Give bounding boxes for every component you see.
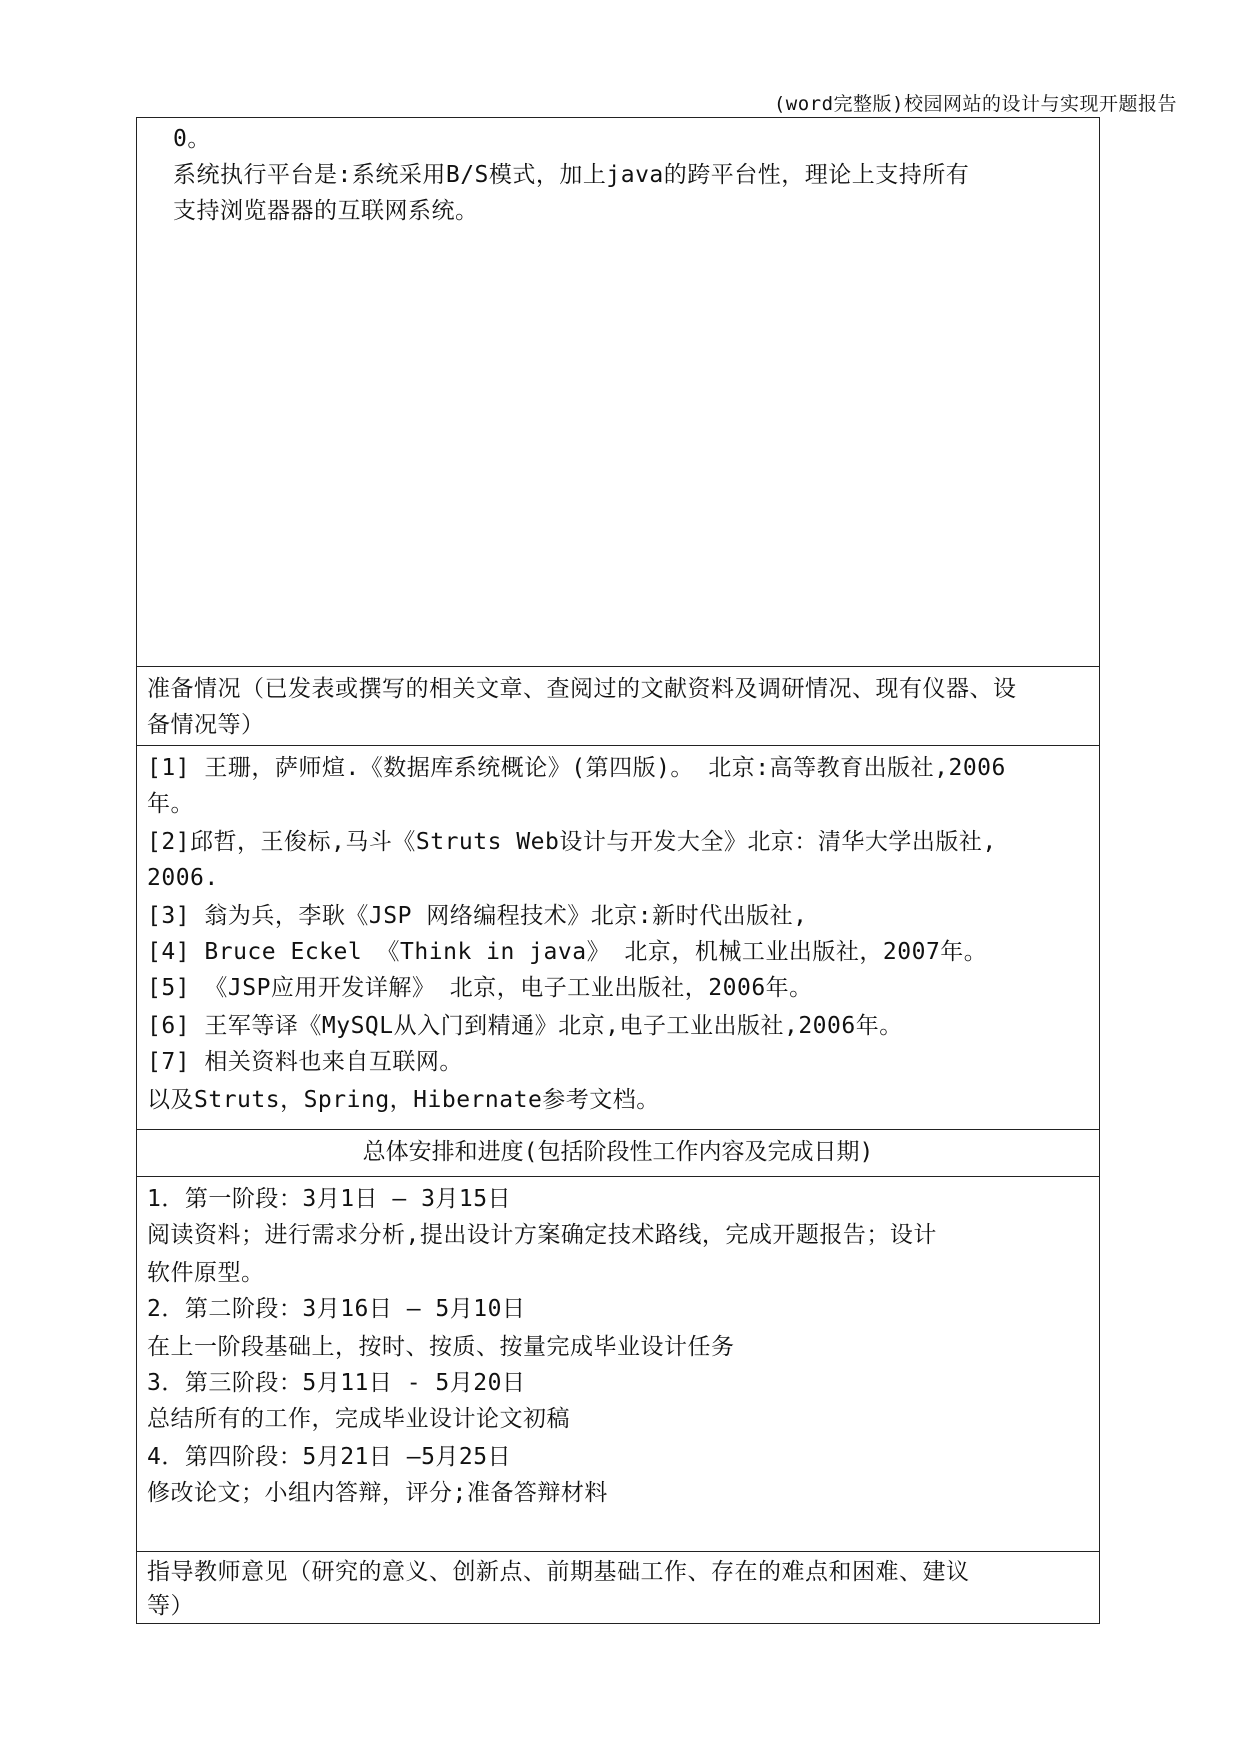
platform-section <box>137 118 1099 666</box>
heading-line: 备情况等） <box>147 712 265 738</box>
document-header: (word完整版)校园网站的设计与实现开题报告 <box>773 93 1177 115</box>
reference-line: 以及Struts，Spring，Hibernate参考文档。 <box>147 1087 660 1113</box>
reference-line: [5] 《JSP应用开发详解》 北京，电子工业出版社，2006年。 <box>147 975 813 1001</box>
schedule-line: 修改论文；小组内答辩，评分;准备答辩材料 <box>147 1480 608 1506</box>
advisor-heading-line: 指导教师意见（研究的意义、创新点、前期基础工作、存在的难点和困难、建议 <box>147 1559 970 1585</box>
heading-line: 准备情况（已发表或撰写的相关文章、查阅过的文献资料及调研情况、现有仪器、设 <box>147 676 1017 702</box>
reference-line: 2006. <box>147 865 219 891</box>
schedule-line: 1．第一阶段：3月1日 — 3月15日 <box>147 1186 512 1212</box>
schedule-line: 总结所有的工作，完成毕业设计论文初稿 <box>147 1406 570 1432</box>
schedule-line: 3．第三阶段：5月11日 - 5月20日 <box>147 1370 526 1396</box>
reference-line: 年。 <box>147 791 194 817</box>
schedule-line: 阅读资料；进行需求分析,提出设计方案确定技术路线，完成开题报告；设计 <box>147 1222 937 1248</box>
schedule-heading-text: 总体安排和进度(包括阶段性工作内容及完成日期) <box>362 1139 874 1165</box>
report-table <box>136 117 1100 1624</box>
reference-line: [7] 相关资料也来自互联网。 <box>147 1049 463 1075</box>
schedule-line: 软件原型。 <box>147 1260 265 1286</box>
row-divider <box>137 666 1099 667</box>
schedule-line: 4．第四阶段：5月21日 —5月25日 <box>147 1444 512 1470</box>
row-divider <box>137 1176 1099 1177</box>
preparation-heading <box>137 668 1099 744</box>
platform-line: 0。 <box>173 126 211 152</box>
references-section <box>137 747 1099 1128</box>
advisor-heading-line: 等） <box>147 1593 194 1619</box>
reference-line: [6] 王军等译《MySQL从入门到精通》北京,电子工业出版社,2006年。 <box>147 1013 903 1039</box>
reference-line: [2]邱哲，王俊标,马斗《Struts Web设计与开发大全》北京：清华大学出版社, <box>147 829 997 855</box>
row-divider <box>137 1551 1099 1552</box>
reference-line: [4] Bruce Eckel 《Think in java》 北京，机械工业出版社，2007年。 <box>147 939 988 965</box>
advisor-heading <box>137 1553 1099 1623</box>
reference-line: [3] 翁为兵，李耿《JSP 网络编程技术》北京:新时代出版社, <box>147 903 808 929</box>
platform-line: 系统执行平台是:系统采用B/S模式，加上java的跨平台性，理论上支持所有 <box>173 162 970 188</box>
schedule-line: 在上一阶段基础上，按时、按质、按量完成毕业设计任务 <box>147 1334 735 1360</box>
schedule-section <box>137 1178 1099 1550</box>
row-divider <box>137 1129 1099 1130</box>
row-divider <box>137 745 1099 746</box>
reference-line: [1] 王珊，萨师煊.《数据库系统概论》(第四版)。 北京:高等教育出版社,2006 <box>147 755 1006 781</box>
schedule-line: 2．第二阶段：3月16日 — 5月10日 <box>147 1296 526 1322</box>
platform-line: 支持浏览器器的互联网系统。 <box>173 198 479 224</box>
schedule-heading <box>137 1131 1099 1175</box>
